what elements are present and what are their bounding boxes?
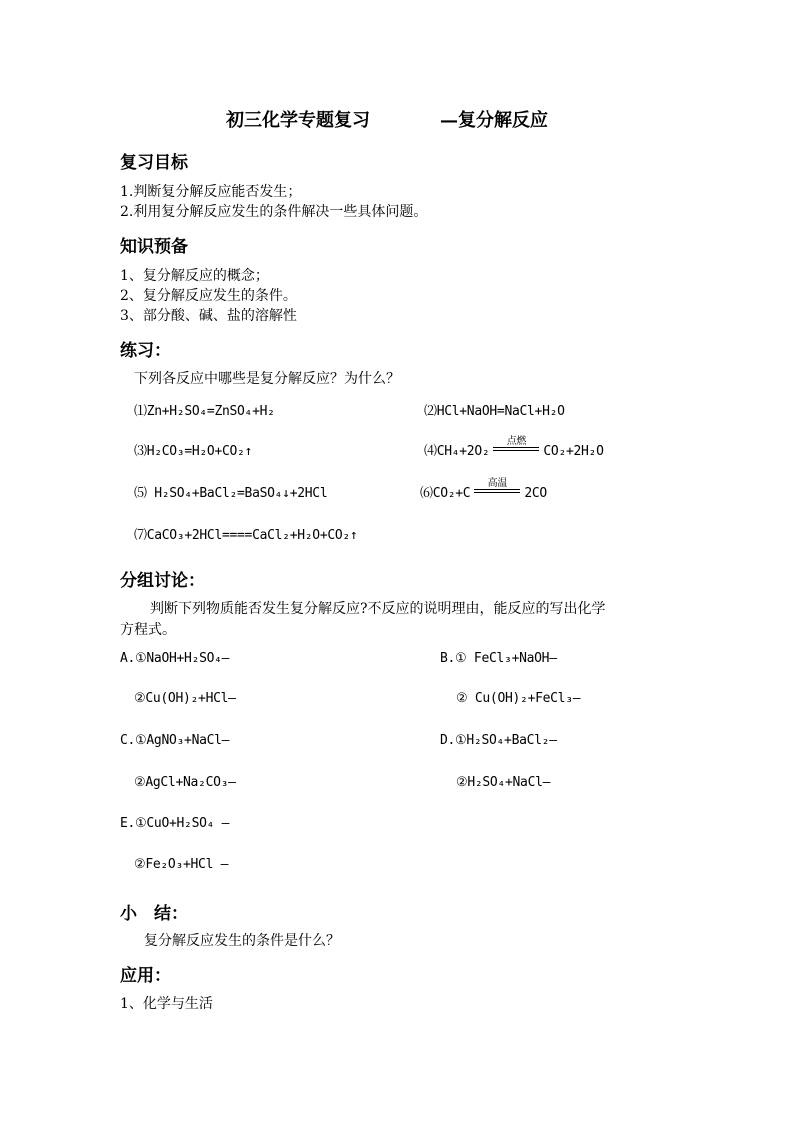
practice-heading: 练习： xyxy=(120,341,171,361)
prep-item-3: 3、部分酸、碱、盐的溶解性 xyxy=(120,308,297,324)
equation-5: ⑸ H₂SO₄+BaCl₂=BaSO₄↓+2HCl xyxy=(134,486,328,501)
reaction-condition-arrow xyxy=(493,436,539,455)
reaction-condition-arrow xyxy=(474,478,520,497)
equation-4 xyxy=(424,436,604,459)
equation-3: ⑶H₂CO₃=H₂O+CO₂↑ xyxy=(134,444,253,459)
discussion-heading: 分组讨论： xyxy=(120,571,205,591)
condition-label: 点燃 xyxy=(506,436,527,447)
condition-label: 高温 xyxy=(487,478,508,489)
item-e-1: E.①CuO+H₂SO₄ — xyxy=(120,816,230,831)
summary-question: 复分解反应发生的条件是什么？ xyxy=(144,933,340,949)
equation-6 xyxy=(420,478,547,501)
application-heading: 应用： xyxy=(120,966,171,986)
equation-2: ⑵HCl+NaOH=NaCl+H₂O xyxy=(424,404,565,419)
prep-heading: 知识预备 xyxy=(120,237,188,257)
prep-item-1: 1、复分解反应的概念； xyxy=(120,268,269,284)
equation-7: ⑺CaCO₃+2HCl====CaCl₂+H₂O+CO₂↑ xyxy=(134,528,358,543)
discussion-prompt-line-2: 方程式。 xyxy=(120,622,176,638)
item-e-2: ②Fe₂O₃+HCl — xyxy=(134,857,229,872)
application-item-1: 1、化学与生活 xyxy=(120,996,213,1012)
summary-heading: 小 结： xyxy=(120,904,188,924)
item-a-1: A.①NaOH+H₂SO₄— xyxy=(120,651,230,666)
item-c-2: ②AgCl+Na₂CO₃— xyxy=(134,775,236,790)
item-c-1: C.①AgNO₃+NaCl— xyxy=(120,733,230,748)
item-d-1: D.①H₂SO₄+BaCl₂— xyxy=(440,733,557,748)
item-d-2: ②H₂SO₄+NaCl— xyxy=(456,775,551,790)
review-item-2: 2.利用复分解反应发生的条件解决一些具体问题。 xyxy=(120,204,428,220)
equation-1: ⑴Zn+H₂SO₄=ZnSO₄+H₂ xyxy=(134,404,275,419)
page-title-topic: —复分解反应 xyxy=(440,110,548,131)
item-a-2: ②Cu(OH)₂+HCl— xyxy=(134,691,236,706)
page-title: 初三化学专题复习 xyxy=(226,110,370,131)
item-b-1: B.① FeCl₃+NaOH— xyxy=(440,651,557,666)
item-b-2: ② Cu(OH)₂+FeCl₃— xyxy=(456,691,581,706)
review-item-1: 1.判断复分解反应能否发生； xyxy=(120,184,302,200)
prep-item-2: 2、复分解反应发生的条件。 xyxy=(120,288,297,304)
practice-question: 下列各反应中哪些是复分解反应？为什么？ xyxy=(134,371,400,387)
review-heading: 复习目标 xyxy=(120,153,188,173)
equation-6-products: 2CO xyxy=(524,486,547,501)
equation-6-reactants: ⑹CO₂+C xyxy=(420,486,471,501)
equation-4-reactants: ⑷CH₄+2O₂ xyxy=(424,444,490,459)
equation-4-products: CO₂+2H₂O xyxy=(543,444,604,459)
discussion-prompt-line-1: 判断下列物质能否发生复分解反应?不反应的说明理由，能反应的写出化学 xyxy=(150,601,606,617)
